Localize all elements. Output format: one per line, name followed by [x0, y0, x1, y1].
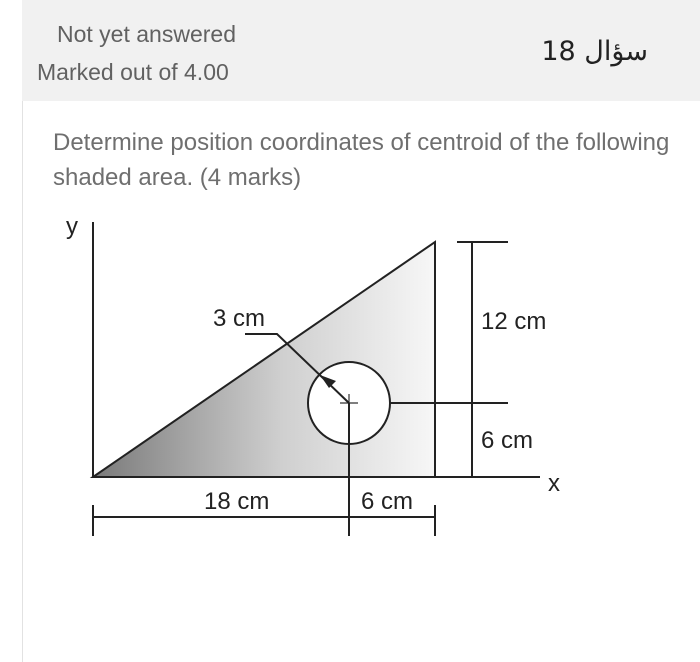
- shaded-triangle: [93, 242, 435, 477]
- centroid-diagram: [55, 208, 595, 548]
- question-prompt: Determine position coordinates of centroid of the following shaded area. (4 marks): [53, 129, 670, 191]
- y-axis-label: y: [66, 213, 78, 240]
- hole-y-label: 6 cm: [481, 427, 534, 454]
- answer-status: Not yet answered: [57, 21, 236, 47]
- base-label: 18 cm: [204, 488, 270, 515]
- hole-x-label: 6 cm: [361, 488, 414, 515]
- question-number: سؤال 18: [541, 36, 648, 67]
- x-axis-label: x: [548, 470, 560, 497]
- height-label: 12 cm: [481, 308, 547, 335]
- hole-radius-label: 3 cm: [213, 305, 266, 332]
- marks-info: Marked out of 4.00: [37, 59, 229, 85]
